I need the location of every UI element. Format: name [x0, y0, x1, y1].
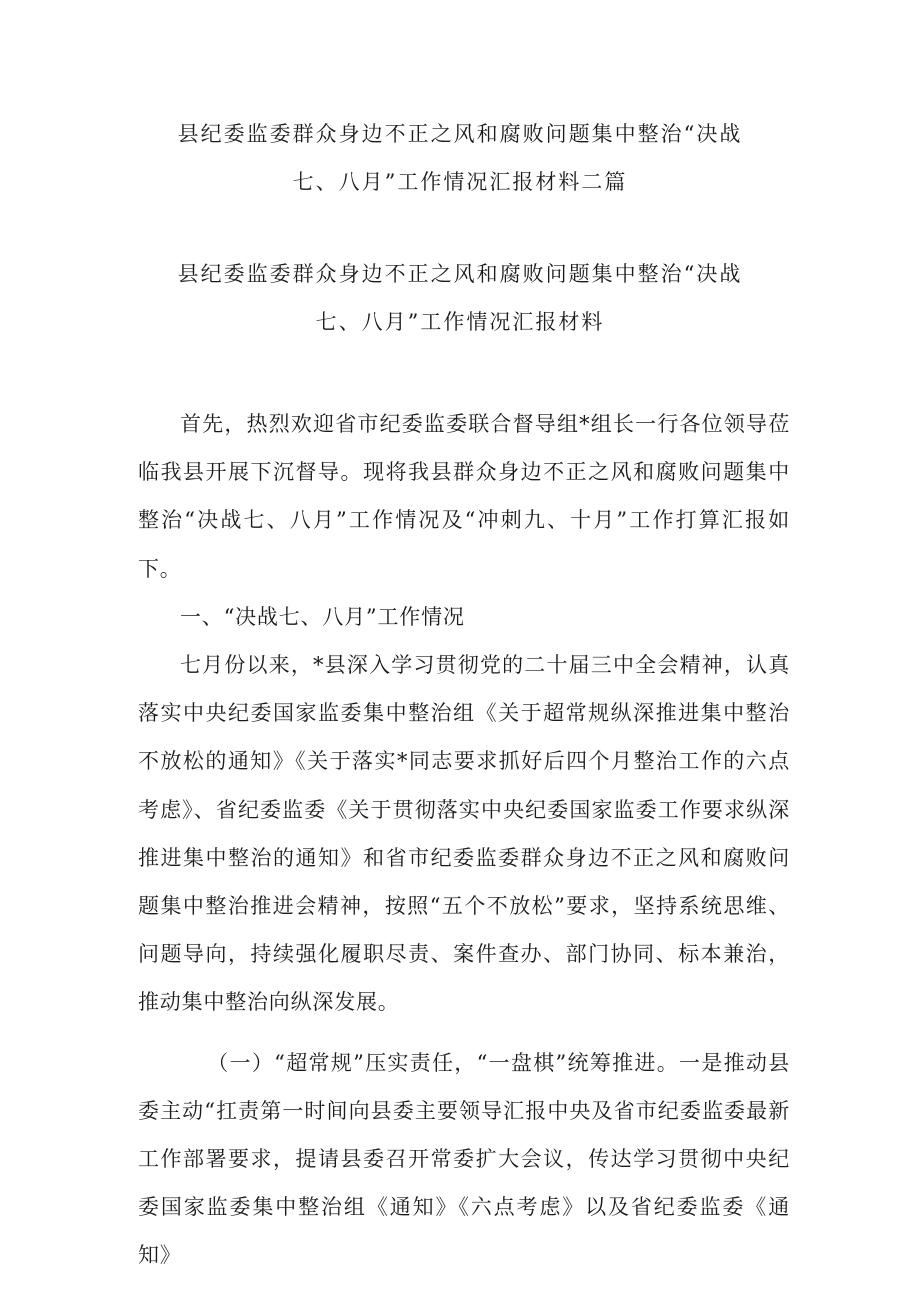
sub-title-line-2: 七、八月”工作情况汇报材料 [315, 310, 605, 334]
document-body [138, 400, 790, 1280]
main-title-line-1: 县纪委监委群众身边不正之风和腐败问题集中整治“决战 [177, 122, 743, 146]
sub-title-line-1: 县纪委监委群众身边不正之风和腐败问题集中整治“决战 [177, 262, 743, 286]
sub-title [0, 262, 920, 334]
main-title [0, 122, 920, 194]
responsibility-paragraph: （一）“超常规”压实责任，“一盘棋”统筹推进。一是推动县委主动“扛责第一时间向县委主要领导汇报中央及省市纪委监委最新工作部署要求，提请县委召开常委扩大会议，传达学习贯彻中央纪委国家监委集中整治组《通知》《六点考虑》以及省纪委监委《通知》 [138, 1050, 790, 1268]
work-summary-paragraph: 七月份以来，*县深入学习贯彻党的二十届三中全会精神，认真落实中央纪委国家监委集中整治组《关于超常规纵深推进集中整治不放松的通知》《关于落实*同志要求抓好后四个月整治工作的六点考虑》、省纪委监委《关于贯彻落实中央纪委国家监委工作要求纵深推进集中整治的通知》和省市纪委监委群众身边不正之风和腐败问题集中整治推进会精神，按照“五个不放松”要求，坚持系统思维、问题导向，持续强化履职尽责、案件查办、部门协同、标本兼治，推动集中整治向纵深发展。 [138, 653, 790, 1015]
main-title-line-2: 七、八月”工作情况汇报材料二篇 [292, 170, 628, 194]
intro-paragraph: 首先，热烈欢迎省市纪委监委联合督导组*组长一行各位领导莅临我县开展下沉督导。现将我县群众身边不正之风和腐败问题集中整治“决战七、八月”工作情况及“冲刺九、十月”工作打算汇报如下。 [138, 412, 790, 581]
section-heading: 一、“决战七、八月”工作情况 [180, 604, 465, 629]
